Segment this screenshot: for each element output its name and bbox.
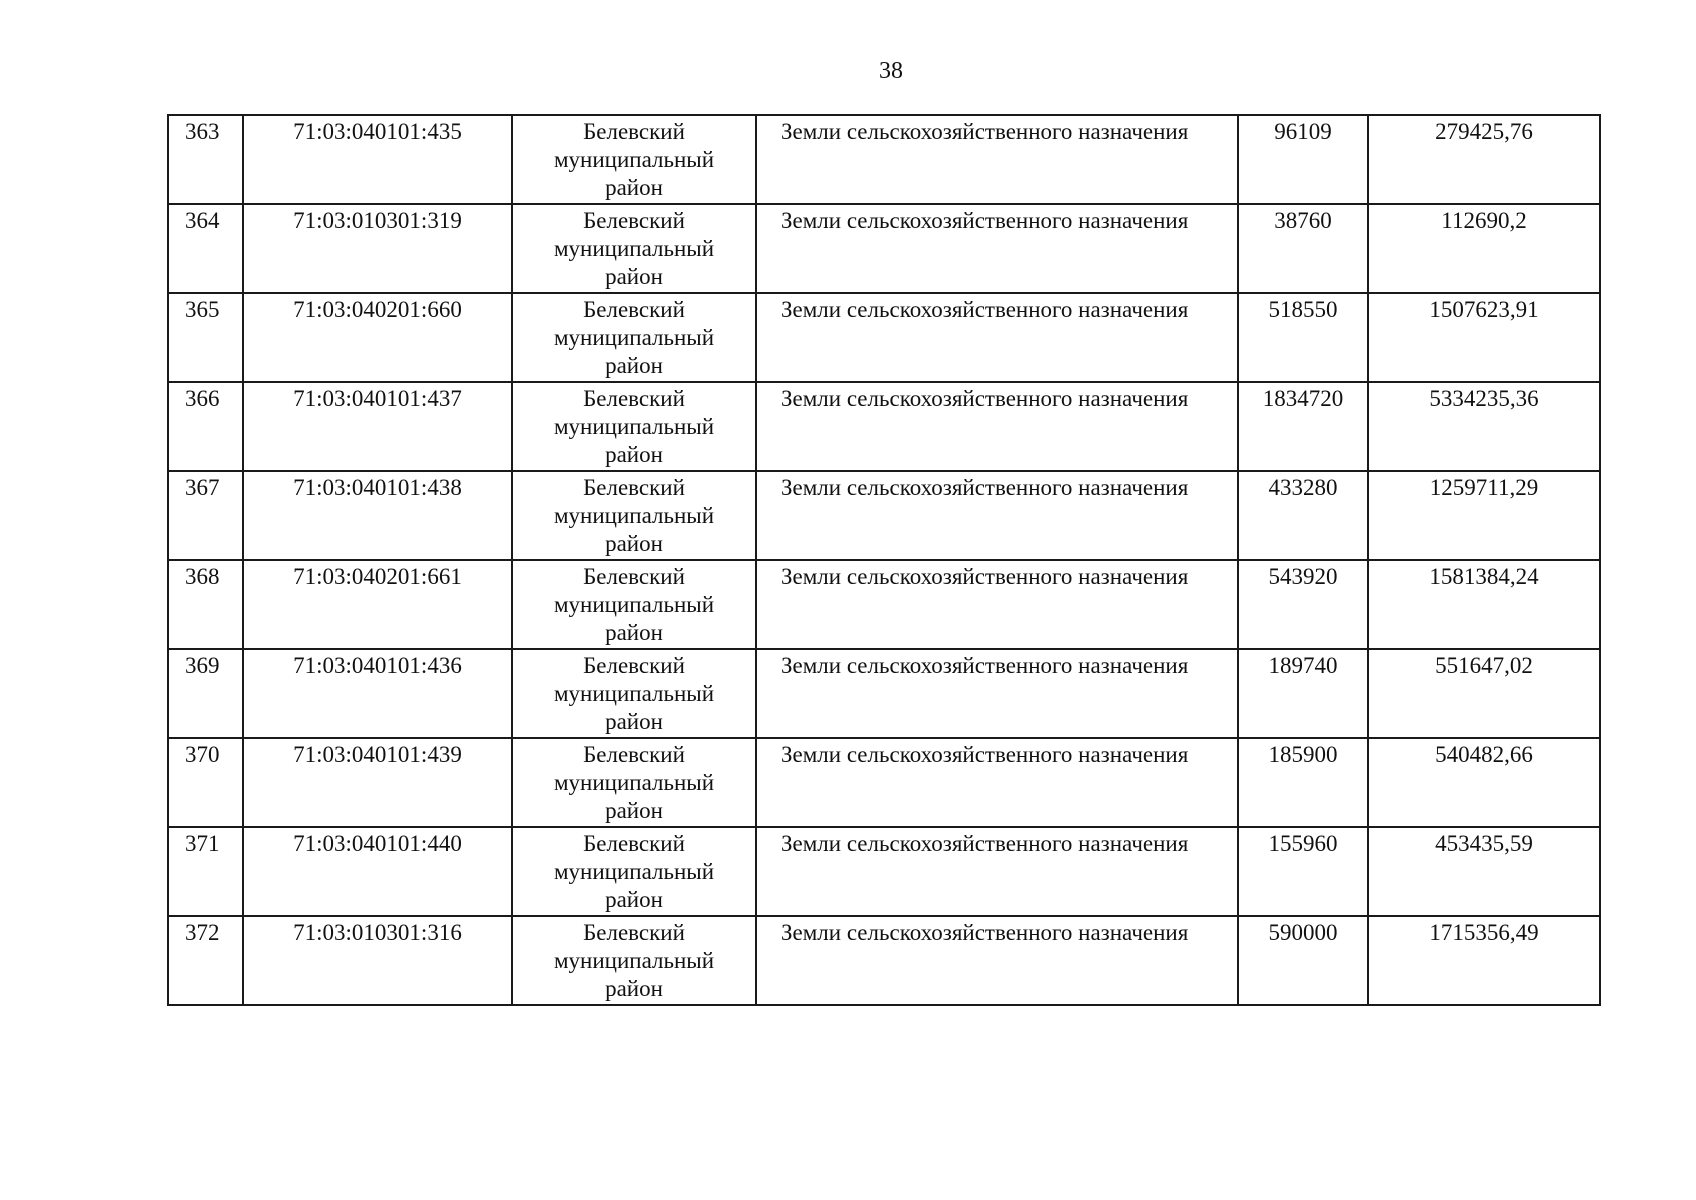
area-cell: 433280 <box>1238 471 1368 560</box>
district-line: район <box>605 175 663 200</box>
row-number-cell: 366 <box>168 382 243 471</box>
cadastral-number-cell: 71:03:040101:436 <box>243 649 512 738</box>
district-cell <box>512 293 756 382</box>
cadastral-number-cell: 71:03:010301:319 <box>243 204 512 293</box>
area-cell: 155960 <box>1238 827 1368 916</box>
district-cell <box>512 738 756 827</box>
cadastral-value-cell: 453435,59 <box>1368 827 1600 916</box>
area-cell: 189740 <box>1238 649 1368 738</box>
area-cell: 185900 <box>1238 738 1368 827</box>
area-cell: 543920 <box>1238 560 1368 649</box>
district-line: район <box>605 264 663 289</box>
land-category-cell: Земли сельскохозяйственного назначения <box>756 827 1238 916</box>
land-category-cell: Земли сельскохозяйственного назначения <box>756 738 1238 827</box>
district-cell <box>512 560 756 649</box>
cadastral-value-cell: 1507623,91 <box>1368 293 1600 382</box>
table-row <box>168 293 1600 382</box>
district-line: район <box>605 442 663 467</box>
table-row <box>168 560 1600 649</box>
district-line: Белевский <box>583 119 685 144</box>
row-number-cell: 363 <box>168 115 243 204</box>
table-row <box>168 649 1600 738</box>
district-cell <box>512 916 756 1005</box>
cadastral-value-cell: 112690,2 <box>1368 204 1600 293</box>
district-cell <box>512 382 756 471</box>
land-category-cell: Земли сельскохозяйственного назначения <box>756 382 1238 471</box>
cadastral-number-cell: 71:03:040101:440 <box>243 827 512 916</box>
cadastral-number-cell: 71:03:040101:435 <box>243 115 512 204</box>
cadastral-number-cell: 71:03:040101:439 <box>243 738 512 827</box>
district-line: Белевский <box>583 208 685 233</box>
district-cell <box>512 471 756 560</box>
row-number-cell: 369 <box>168 649 243 738</box>
cadastral-value-cell: 540482,66 <box>1368 738 1600 827</box>
cadastral-value-cell: 279425,76 <box>1368 115 1600 204</box>
district-line: Белевский <box>583 653 685 678</box>
district-line: муниципальный <box>553 859 715 884</box>
row-number-cell: 367 <box>168 471 243 560</box>
row-number-cell: 365 <box>168 293 243 382</box>
land-category-cell: Земли сельскохозяйственного назначения <box>756 115 1238 204</box>
table-row <box>168 738 1600 827</box>
district-line: район <box>605 531 663 556</box>
row-number-cell: 364 <box>168 204 243 293</box>
district-line: муниципальный <box>553 325 715 350</box>
land-category-cell: Земли сельскохозяйственного назначения <box>756 204 1238 293</box>
district-line: район <box>605 887 663 912</box>
area-cell: 590000 <box>1238 916 1368 1005</box>
cadastral-value-cell: 1581384,24 <box>1368 560 1600 649</box>
cadastral-number-cell: 71:03:040101:437 <box>243 382 512 471</box>
table-row <box>168 115 1600 204</box>
row-number-cell: 371 <box>168 827 243 916</box>
cadastral-number-cell: 71:03:040201:661 <box>243 560 512 649</box>
table-row <box>168 916 1600 1005</box>
page-number: 38 <box>879 58 903 84</box>
land-category-cell: Земли сельскохозяйственного назначения <box>756 649 1238 738</box>
district-cell <box>512 827 756 916</box>
district-line: муниципальный <box>553 948 715 973</box>
district-line: Белевский <box>583 742 685 767</box>
district-line: муниципальный <box>553 770 715 795</box>
land-category-cell: Земли сельскохозяйственного назначения <box>756 916 1238 1005</box>
district-line: Белевский <box>583 386 685 411</box>
district-line: муниципальный <box>553 503 715 528</box>
row-number-cell: 368 <box>168 560 243 649</box>
district-line: Белевский <box>583 297 685 322</box>
row-number-cell: 372 <box>168 916 243 1005</box>
cadastral-number-cell: 71:03:040201:660 <box>243 293 512 382</box>
land-category-cell: Земли сельскохозяйственного назначения <box>756 293 1238 382</box>
cadastral-value-cell: 5334235,36 <box>1368 382 1600 471</box>
cadastral-number-cell: 71:03:010301:316 <box>243 916 512 1005</box>
district-line: Белевский <box>583 920 685 945</box>
district-line: Белевский <box>583 831 685 856</box>
cadastral-value-cell: 551647,02 <box>1368 649 1600 738</box>
district-line: муниципальный <box>553 681 715 706</box>
district-line: муниципальный <box>553 147 715 172</box>
district-line: район <box>605 976 663 1001</box>
cadastral-value-cell: 1715356,49 <box>1368 916 1600 1005</box>
table-row <box>168 471 1600 560</box>
district-line: район <box>605 620 663 645</box>
district-line: муниципальный <box>553 592 715 617</box>
district-line: район <box>605 798 663 823</box>
district-line: район <box>605 353 663 378</box>
district-line: район <box>605 709 663 734</box>
district-cell <box>512 649 756 738</box>
district-line: муниципальный <box>553 414 715 439</box>
district-line: муниципальный <box>553 236 715 261</box>
area-cell: 38760 <box>1238 204 1368 293</box>
cadastral-value-cell: 1259711,29 <box>1368 471 1600 560</box>
table-row <box>168 827 1600 916</box>
land-plots-table <box>167 114 1601 1006</box>
table-row <box>168 204 1600 293</box>
cadastral-number-cell: 71:03:040101:438 <box>243 471 512 560</box>
area-cell: 96109 <box>1238 115 1368 204</box>
land-category-cell: Земли сельскохозяйственного назначения <box>756 471 1238 560</box>
row-number-cell: 370 <box>168 738 243 827</box>
table-row <box>168 382 1600 471</box>
district-line: Белевский <box>583 475 685 500</box>
district-cell <box>512 204 756 293</box>
area-cell: 518550 <box>1238 293 1368 382</box>
district-cell <box>512 115 756 204</box>
district-line: Белевский <box>583 564 685 589</box>
land-category-cell: Земли сельскохозяйственного назначения <box>756 560 1238 649</box>
area-cell: 1834720 <box>1238 382 1368 471</box>
